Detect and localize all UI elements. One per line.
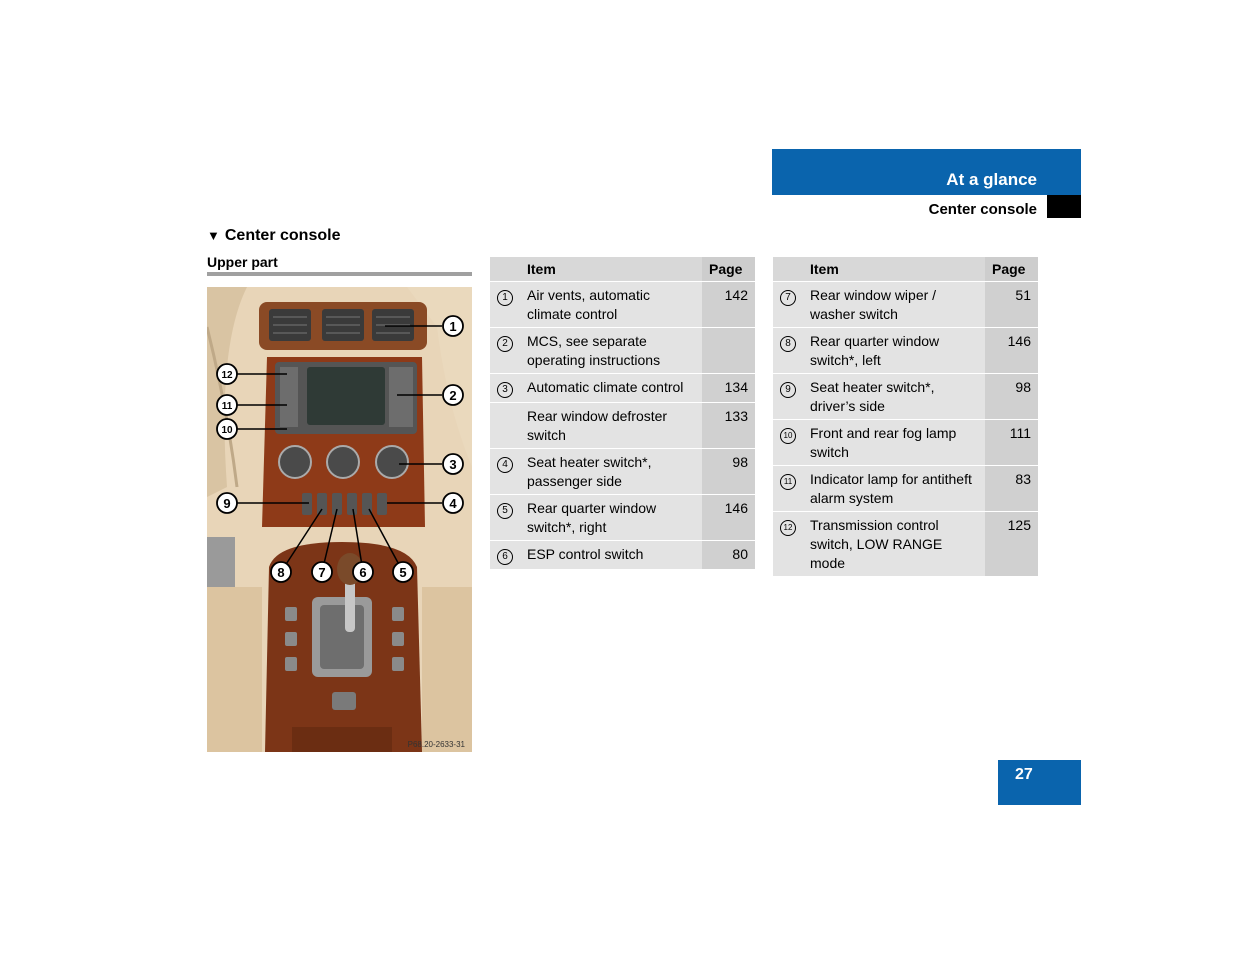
item-description: Rear window defroster switch: [520, 403, 702, 449]
item-number: 11: [780, 474, 796, 490]
item-description: Air vents, automatic climate control: [520, 282, 702, 328]
item-page-ref: 133: [702, 403, 755, 449]
callout-12: [217, 364, 237, 384]
chapter-tab: [772, 149, 1081, 195]
item-number: 12: [780, 520, 796, 536]
item-number: 4: [497, 457, 513, 473]
item-number-cell: [490, 282, 520, 328]
svg-text:11: 11: [221, 401, 233, 412]
item-page-ref: 125: [985, 512, 1038, 577]
item-number: 2: [497, 336, 513, 352]
item-number-cell: [490, 328, 520, 374]
header-num: [490, 257, 520, 282]
header-page: Page: [702, 257, 755, 282]
item-number-cell: [490, 374, 520, 403]
item-description: Rear window wiper / washer switch: [803, 282, 985, 328]
item-page-ref: [702, 328, 755, 374]
item-description: Automatic climate control: [520, 374, 702, 403]
item-description: Front and rear fog lamp switch: [803, 420, 985, 466]
table-row: [773, 328, 1038, 374]
table-row: [490, 495, 755, 541]
item-page-ref: 83: [985, 466, 1038, 512]
section-marker-box: [1047, 195, 1081, 218]
item-number-cell: [773, 512, 803, 577]
item-description: Transmission control switch, LOW RANGE mode: [803, 512, 985, 577]
callout-1: [443, 316, 463, 336]
item-page-ref: 98: [985, 374, 1038, 420]
table-row: [490, 541, 755, 570]
section-title-text: Center console: [224, 227, 341, 244]
chapter-title: At a glance: [946, 170, 1037, 189]
figure-code: P68.20-2633-31: [407, 740, 465, 749]
table-row: [773, 374, 1038, 420]
callout-7: [312, 562, 332, 582]
svg-text:8: 8: [277, 565, 285, 580]
svg-text:1: 1: [449, 319, 457, 334]
table-row: [773, 512, 1038, 577]
item-page-ref: 142: [702, 282, 755, 328]
item-description: ESP control switch: [520, 541, 702, 570]
item-page-ref: 80: [702, 541, 755, 570]
item-number: 9: [780, 382, 796, 398]
callout-6: [353, 562, 373, 582]
header-num: [773, 257, 803, 282]
item-page-ref: 111: [985, 420, 1038, 466]
table-header-row: [490, 257, 755, 282]
item-page-ref: 146: [702, 495, 755, 541]
callout-3: [443, 454, 463, 474]
svg-text:7: 7: [318, 565, 326, 580]
table-row: [490, 328, 755, 374]
item-number-cell: [490, 449, 520, 495]
item-number-cell: [773, 466, 803, 512]
reference-table-left: [490, 257, 755, 569]
header-item: Item: [520, 257, 702, 282]
item-number-cell: [773, 328, 803, 374]
item-number: 7: [780, 290, 796, 306]
header-item: Item: [803, 257, 985, 282]
header-page: Page: [985, 257, 1038, 282]
item-page-ref: 98: [702, 449, 755, 495]
svg-text:2: 2: [449, 388, 457, 403]
callout-8: [271, 562, 291, 582]
svg-text:9: 9: [223, 496, 231, 511]
callout-5: [393, 562, 413, 582]
callout-11: [217, 395, 237, 415]
svg-text:10: 10: [221, 425, 233, 436]
callout-2: [443, 385, 463, 405]
item-number-cell: [490, 541, 520, 570]
table-row: [773, 466, 1038, 512]
item-number-cell: [773, 420, 803, 466]
item-page-ref: 134: [702, 374, 755, 403]
subsection-rule: [207, 272, 472, 276]
item-description: Seat heater switch*, passenger side: [520, 449, 702, 495]
svg-text:12: 12: [221, 370, 233, 381]
item-description: Seat heater switch*, driver’s side: [803, 374, 985, 420]
callout-9: [217, 493, 237, 513]
callout-10: [217, 419, 237, 439]
page-number: 27: [1015, 766, 1033, 783]
svg-text:6: 6: [359, 565, 367, 580]
triangle-down-icon: ▼: [207, 228, 220, 243]
page-number-box: [998, 760, 1081, 805]
section-title: [207, 227, 340, 245]
item-number-cell: [490, 403, 520, 449]
item-description: MCS, see separate operating instructions: [520, 328, 702, 374]
item-description: Indicator lamp for antitheft alarm system: [803, 466, 985, 512]
item-number: 5: [497, 503, 513, 519]
subsection-title: Upper part: [207, 254, 278, 270]
item-page-ref: 146: [985, 328, 1038, 374]
table-row: [490, 282, 755, 328]
table-header-row: [773, 257, 1038, 282]
reference-table-right: [773, 257, 1038, 576]
item-description: Rear quarter window switch*, left: [803, 328, 985, 374]
table-row: [490, 403, 755, 449]
table-row: [490, 449, 755, 495]
svg-text:5: 5: [399, 565, 407, 580]
center-console-illustration: [207, 287, 472, 752]
item-description: Rear quarter window switch*, right: [520, 495, 702, 541]
item-number: 3: [497, 382, 513, 398]
item-number-cell: [773, 374, 803, 420]
item-number-cell: [773, 282, 803, 328]
svg-text:4: 4: [449, 496, 457, 511]
callout-4: [443, 493, 463, 513]
svg-text:3: 3: [449, 457, 457, 472]
item-number: 8: [780, 336, 796, 352]
item-number-cell: [490, 495, 520, 541]
item-number: 10: [780, 428, 796, 444]
section-header: Center console: [928, 201, 1037, 218]
table-row: [773, 282, 1038, 328]
item-number: 6: [497, 549, 513, 565]
table-row: [490, 374, 755, 403]
item-number: 1: [497, 290, 513, 306]
table-row: [773, 420, 1038, 466]
item-page-ref: 51: [985, 282, 1038, 328]
